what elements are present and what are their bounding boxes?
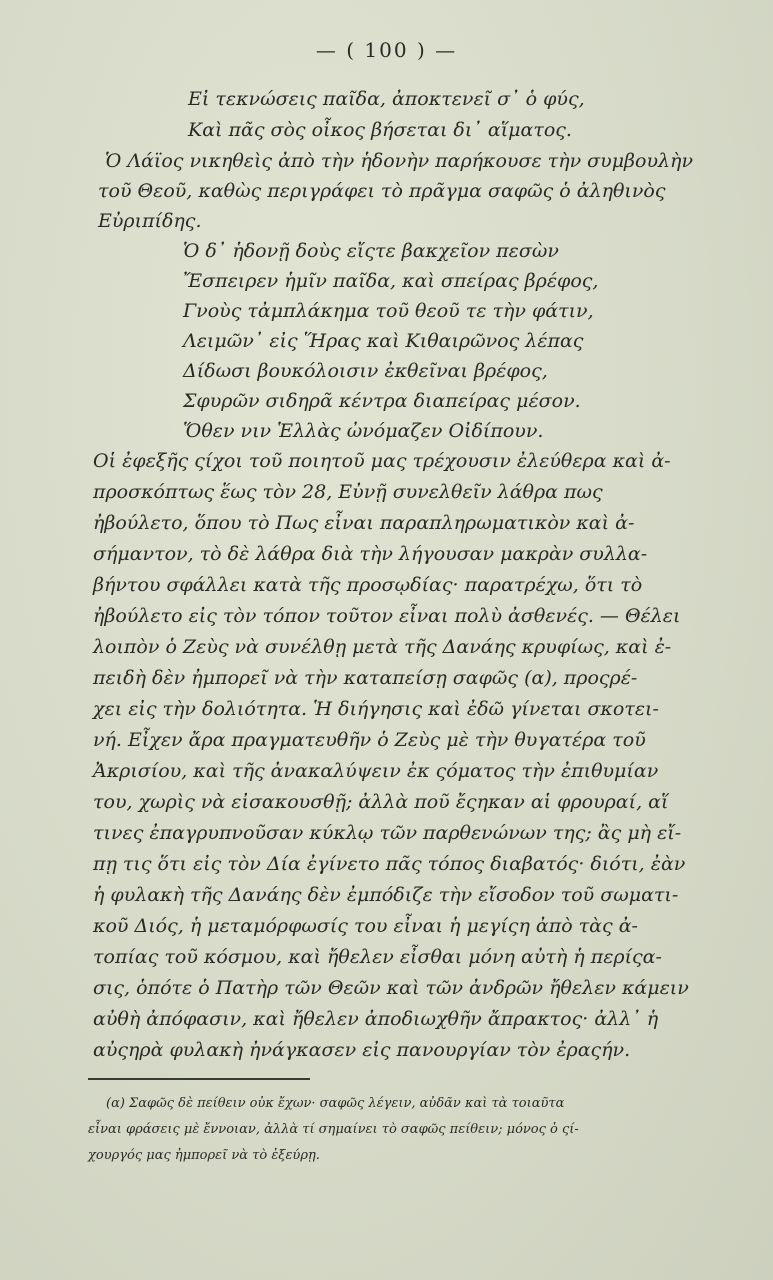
verse-line: Ἔσπειρεν ἡμῖν παῖδα, καὶ σπείρας βρέφος, [183,270,599,292]
text-line: προσκόπτως ἕως τὸν 28, Εὐνῇ συνελθεῖν λάθρα πως [93,481,603,503]
text-line: Ἀκρισίου, καὶ τῆς ἀνακαλύψειν ἐκ ςόματος τὴν ἐπιθυμίαν [93,760,659,782]
text-line: αὐςηρὰ φυλακὴ ἠνάγκασεν εἰς πανουργίαν τὸν ἐραςήν. [93,1039,631,1061]
verse-line: Γνοὺς τἀμπλάκημα τοῦ θεοῦ τε τὴν φάτιν, [183,300,594,322]
text-line: κοῦ Διός, ἡ μεταμόρφωσίς του εἶναι ἡ μεγίςη ἀπὸ τὰς ἀ- [93,915,638,937]
text-line: του, χωρὶς νὰ εἰσακουσθῇ; ἀλλὰ ποῦ ἔςηκαν αἱ φρουραί, αἵ [93,791,669,813]
text-line: τοῦ Θεοῦ, καθὼς περιγράφει τὸ πρᾶγμα σαφῶς ὁ ἀληθινὸς [98,180,666,202]
text-line: ἠβούλετο, ὅπου τὸ Πως εἶναι παραπληρωματικὸν καὶ ἀ- [93,512,635,534]
text-line: Ὁ Λάϊος νικηθεὶς ἀπὸ τὴν ἡδονὴν παρήκουσε τὴν συμβουλὴν [105,150,693,172]
quote-line: Εἰ τεκνώσεις παῖδα, ἀποκτενεῖ σ᾽ ὁ φύς, [188,88,585,110]
page-number-header: — ( 100 ) — [315,38,458,62]
footnote-rule [88,1078,310,1080]
text-line: Εὐριπίδης. [98,210,202,232]
text-line: πῃ τις ὅτι εἰς τὸν Δία ἐγίνετο πᾶς τόπος διαβατός· διότι, ἐὰν [93,853,686,875]
verse-line: Ὅθεν νιν Ἑλλὰς ὠνόμαζεν Οἰδίπουν. [183,420,544,442]
text-line: τοπίας τοῦ κόσμου, καὶ ἤθελεν εἶσθαι μόνη αὐτὴ ἡ περίςα- [93,946,662,968]
text-line: τινες ἐπαγρυπνοῦσαν κύκλῳ τῶν παρθενώνων της; ἂς μὴ εἴ- [93,822,682,844]
text-line: πειδὴ δὲν ἠμπορεῖ νὰ τὴν καταπείσῃ σαφῶς (α), προςρέ- [93,667,638,689]
text-line: λοιπὸν ὁ Ζεὺς νὰ συνέλθῃ μετὰ τῆς Δανάης κρυφίως, καὶ ἐ- [93,636,672,658]
verse-line: Ὁ δ᾽ ἡδονῇ δοὺς εἴςτε βακχεῖον πεσὼν [183,240,559,262]
text-line: χει εἰς τὴν δολιότητα. Ἡ διήγησις καὶ ἐδῶ γίνεται σκοτει- [93,698,659,720]
text-line: Οἱ ἐφεξῆς ςίχοι τοῦ ποιητοῦ μας τρέχουσιν ἐλεύθερα καὶ ἀ- [93,450,671,472]
text-line: ἡ φυλακὴ τῆς Δανάης δὲν ἐμπόδιζε τὴν εἴσοδον τοῦ σωματι- [93,884,679,906]
text-line: ἠβούλετο εἰς τὸν τόπον τοῦτον εἶναι πολὺ ἀσθενές. — Θέλει [93,605,681,627]
footnote-line: εἶναι φράσεις μὲ ἔννοιαν, ἀλλὰ τί σημαίνει τὸ σαφῶς πείθειν; μόνος ὁ ςί- [88,1122,579,1137]
text-line: σις, ὁπότε ὁ Πατὴρ τῶν Θεῶν καὶ τῶν ἀνδρῶν ἤθελεν κάμειν [93,977,689,999]
footnote-line: (α) Σαφῶς δὲ πείθειν οὐκ ἔχων· σαφῶς λέγειν, αὐδᾶν καὶ τὰ τοιαῦτα [106,1096,565,1111]
text-line: σήμαντον, τὸ δὲ λάθρα διὰ τὴν λήγουσαν μακρὰν συλλα- [93,543,648,565]
text-line: αὐθὴ ἀπόφασιν, καὶ ἤθελεν ἀποδιωχθῆν ἄπρακτος· ἀλλ᾽ ἡ [93,1008,659,1030]
verse-line: Λειμῶν᾽ εἰς Ἥρας καὶ Κιθαιρῶνος λέπας [183,330,584,352]
quote-line: Καὶ πᾶς σὸς οἶκος βήσεται δι᾽ αἵματος. [188,119,572,141]
text-line: νή. Εἶχεν ἄρα πραγματευθῆν ὁ Ζεὺς μὲ τὴν θυγατέρα τοῦ [93,729,646,751]
footnote-line: χουργός μας ἠμπορεῖ νὰ τὸ ἐξεύρῃ. [88,1148,320,1163]
text-line: βήντου σφάλλει κατὰ τῆς προσῳδίας· παρατρέχω, ὅτι τὸ [93,574,643,596]
verse-line: Δίδωσι βουκόλοισιν ἐκθεῖναι βρέφος, [183,360,548,382]
verse-line: Σφυρῶν σιδηρᾶ κέντρα διαπείρας μέσον. [183,390,581,412]
